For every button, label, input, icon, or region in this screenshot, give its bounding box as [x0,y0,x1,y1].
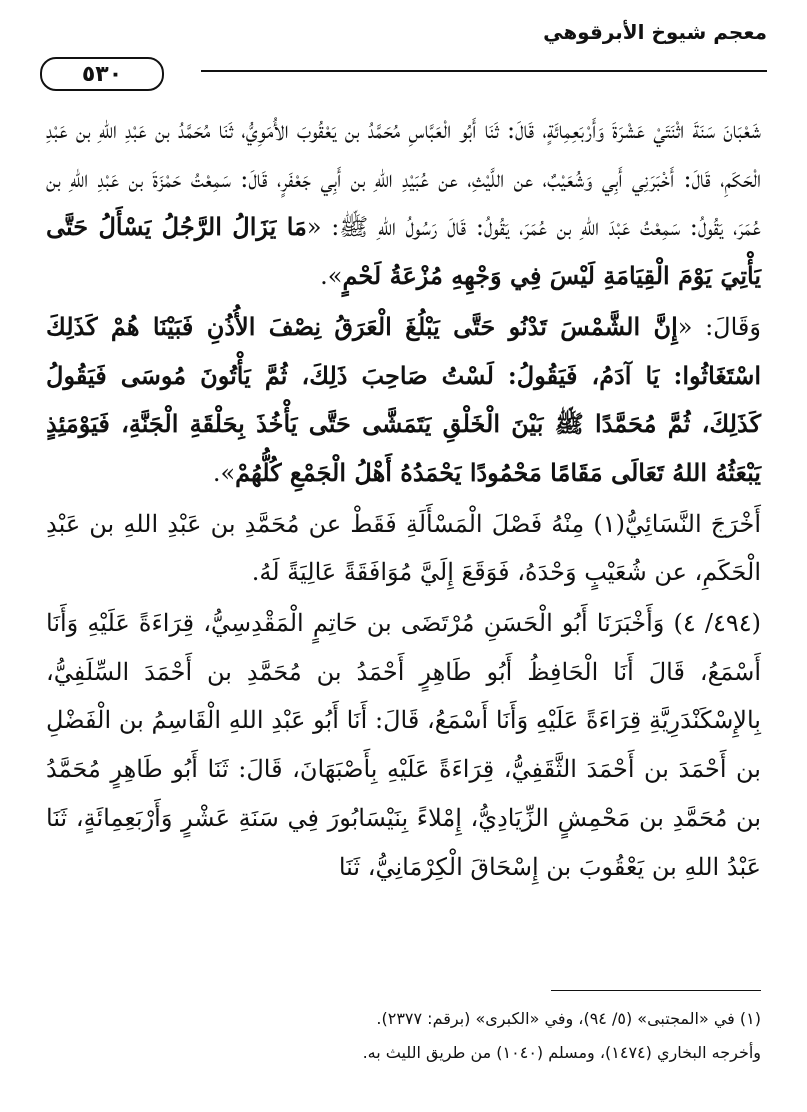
header-rule [201,70,767,72]
hadith-text-2: إِنَّ الشَّمْسَ تَدْنُو حَتَّى يَبْلُغَ الْعَرَقُ نِصْفَ الأُذُنِ فَبَيْنَا هُمْ كَذَلِكَ اسْتَغَاثُوا: يَا آدَمُ، فَيَقُولُ: لَسْتُ صَاحِبَ ذَلِكَ، ثُمَّ يَأْتُونَ مُوسَى فَيَقُولُ كَذَلِكَ، ثُمَّ مُحَمَّدًا ﷺ بَيْنَ الْخَلْقِ يَتَمَشَّى حَتَّى يَأْخُذَ بِحَلْقَةِ الْجَنَّةِ، فَيَوْمَئِذٍ يَبْعَثُهُ اللهُ تَعَالَى مَقَامًا مَحْمُودًا يَحْمَدُهُ أَهْلُ الْجَمْعِ كُلُّهُمْ [46,311,761,487]
footnote-2: وأخرجه البخاري (١٤٧٤)، ومسلم (١٠٤٠) من طريق الليث به. [362,1043,761,1062]
footnote-rule [551,990,761,991]
page-header [40,14,767,104]
book-title: معجم شيوخ الأبرقوهي [543,20,767,44]
main-text [46,106,761,891]
isnad-text-1: شَعْبَانَ سَنَةَ اثْنَتَيْ عَشْرَةَ وَأَرْبَعِمِائَةٍ، قَالَ: ثَنَا أَبُو الْعَبَّاسِ مُحَمَّدُ بن يَعْقُوبَ الأُمَوِيُّ، ثَنَا مُحَمَّدُ بن عَبْدِ اللهِ بن عَبْدِ الْحَكَمِ، قَالَ: أَخْبَرَنِي أَبِي وَشُعَيْبٌ، عن اللَّيْثِ، عن عُبَيْدِ اللهِ بن أَبِي جَعْفَرٍ، قَالَ: سَمِعْتُ حَمْزَةَ بن عَبْدِ اللهِ بن عُمَرَ، يَقُولُ: سَمِعْتُ عَبْدَ اللهِ بن عُمَرَ، يَقُولُ: قَالَ رَسُولُ اللهِ ﷺ: « [46,116,761,242]
paragraph-takhrij: أَخْرَجَ النَّسَائِيُّ(١) مِنْهُ فَصْلَ الْمَسْأَلَةِ فَقَطْ عن مُحَمَّدِ بن عَبْدِ اللهِ بن عَبْدِ الْحَكَمِ، عن شُعَيْبٍ وَحْدَهُ، فَوَقَعَ إِلَيَّ مُوَافَقَةً عَالِيَةً لَهُ. [46,509,762,587]
quote-close-1: ». [320,262,343,291]
page-number: ٥٣٠ [40,57,164,91]
quote-close-2: ». [212,458,236,487]
footnotes [46,1002,761,1070]
footnote-1: (١) في «المجتبى» (٥/ ٩٤)، وفي «الكبرى» (برقم: ٢٣٧٧). [376,1009,761,1028]
paragraph-narration-2 [46,303,761,498]
hadith-text-1: مَا يَزَالُ الرَّجُلُ يَسْأَلُ حَتَّى يَأْتِيَ يَوْمَ الْقِيَامَةِ لَيْسَ فِي وَجْهِهِ مُزْعَةُ لَحْمٍ [46,212,761,291]
isnad-text-2: وَقَالَ: « [677,312,761,341]
paragraph-narration-1 [46,106,761,301]
paragraph-narration-494: (٤٩٤/ ٤) وَأَخْبَرَنَا أَبُو الْحَسَنِ مُرْتَضَى بن حَاتِمٍ الْمَقْدِسِيُّ، قِرَاءَةً عَلَيْهِ وَأَنَا أَسْمَعُ، قَالَ أَنَا الْحَافِظُ أَبُو طَاهِرٍ أَحْمَدُ بن مُحَمَّدِ بن أَحْمَدَ السِّلَفِيُّ، بِالإِسْكَنْدَرِيَّةِ قِرَاءَةً عَلَيْهِ وَأَنَا أَسْمَعُ، قَالَ: أَنَا أَبُو عَبْدِ اللهِ الْقَاسِمُ بن الْفَضْلِ بن أَحْمَدَ بن أَحْمَدَ الثَّقَفِيُّ، قِرَاءَةً عَلَيْهِ بِأَصْبَهَانَ، قَالَ: ثَنَا أَبُو طَاهِرٍ مُحَمَّدُ بن مُحَمَّدِ بن مَحْمِشٍ الزِّيَادِيُّ، إِمْلاءً بِنَيْسَابُورَ فِي سَنَةِ عَشْرٍ وَأَرْبَعِمِائَةٍ، ثَنَا عَبْدُ اللهِ بن يَعْقُوبَ بن إِسْحَاقَ الْكِرْمَانِيُّ، ثَنَا [46,609,762,881]
